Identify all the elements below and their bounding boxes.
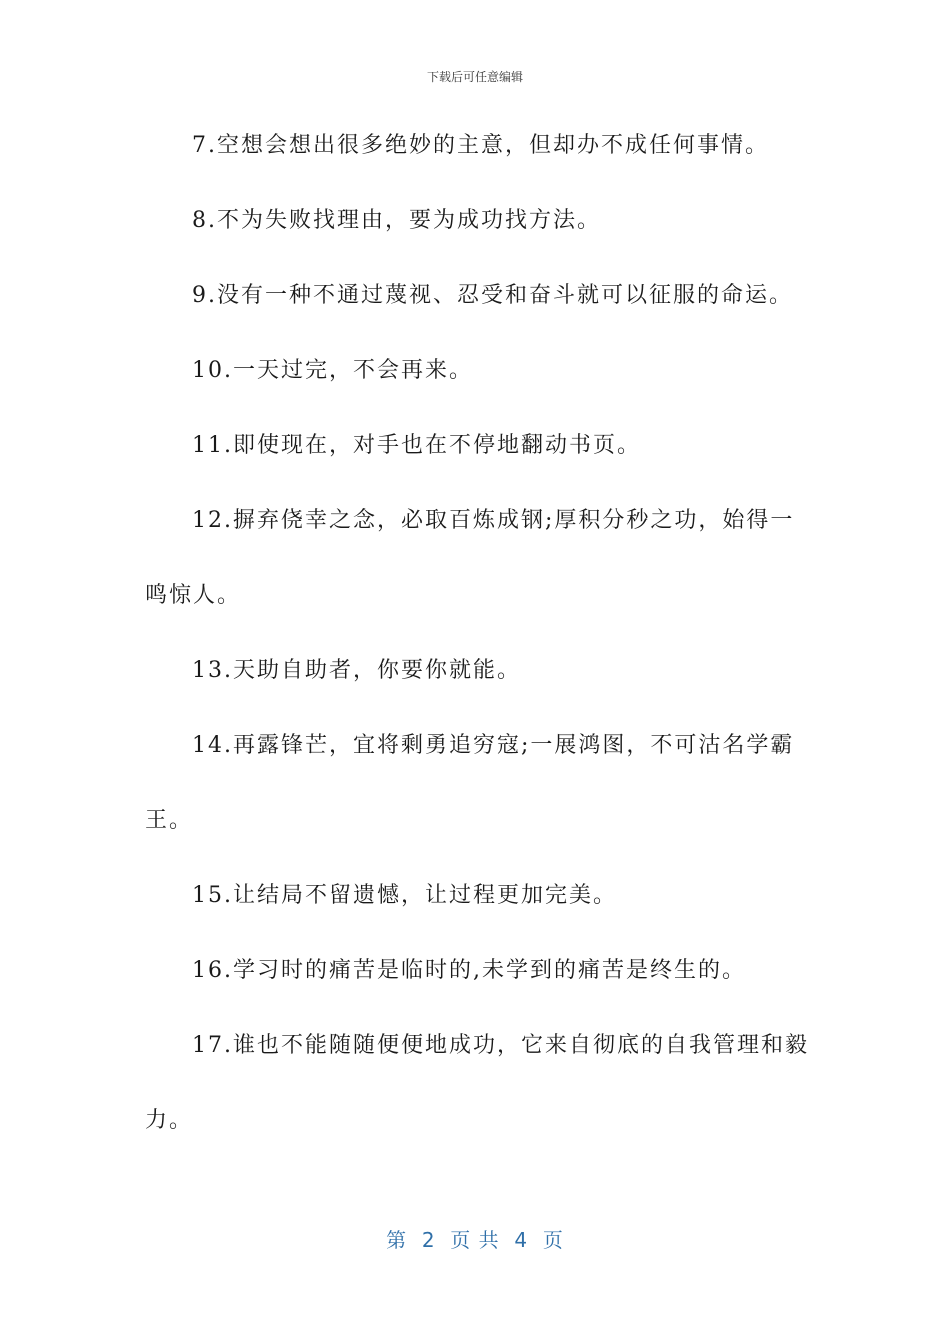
paragraph-line-continuation: 力。 [145,1108,194,1133]
paragraph-line: 9.没有一种不通过蔑视、忍受和奋斗就可以征服的命运。 [192,283,793,308]
paragraph-line: 11.即使现在，对手也在不停地翻动书页。 [192,433,641,458]
document-body [145,123,815,1173]
paragraph-line-continuation: 鸣惊人。 [145,583,242,608]
paragraph-line: 10.一天过完，不会再来。 [192,358,473,383]
paragraph-line: 16.学习时的痛苦是临时的,未学到的痛苦是终生的。 [192,958,746,983]
header-note: 下载后可任意编辑 [426,70,523,84]
paragraph-line: 12.摒弃侥幸之念，必取百炼成钢;厚积分秒之功，始得一 [192,508,795,533]
paragraph-line: 14.再露锋芒，宜将剩勇追穷寇;一展鸿图，不可沽名学霸 [192,733,795,758]
paragraph-line: 17.谁也不能随随便便地成功，它来自彻底的自我管理和毅 [192,1033,809,1058]
paragraph-line: 7.空想会想出很多绝妙的主意，但却办不成任何事情。 [192,133,769,158]
paragraph-line: 15.让结局不留遗憾，让过程更加完美。 [192,883,617,908]
paragraph-line-continuation: 王。 [145,808,194,833]
paragraph-line: 8.不为失败找理由，要为成功找方法。 [192,208,601,233]
page-number-footer: 第 2 页 共 4 页 [386,1228,564,1252]
paragraph-line: 13.天助自助者，你要你就能。 [192,658,521,683]
